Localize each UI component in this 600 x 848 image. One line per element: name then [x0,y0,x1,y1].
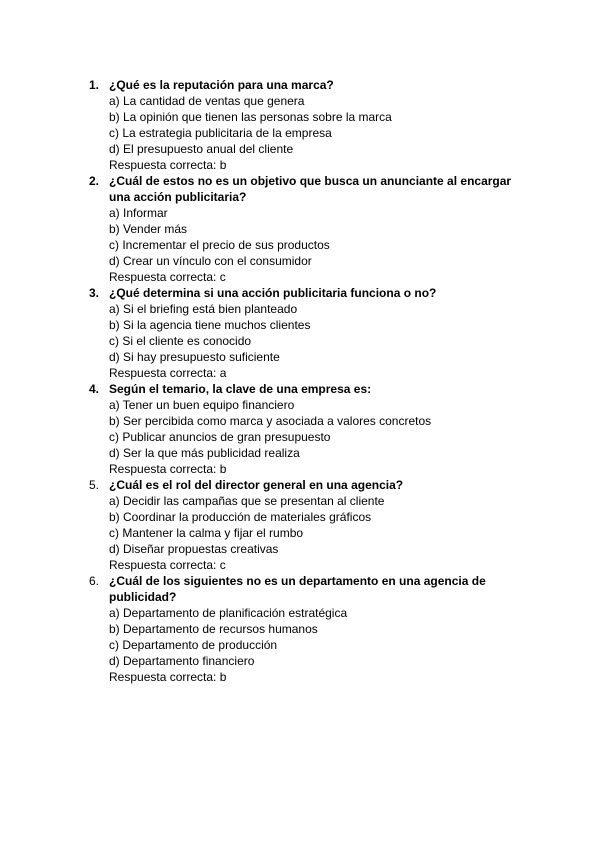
question-item [89,477,529,573]
option-b: b) Vender más [109,222,188,236]
question-header [89,77,529,93]
option-list [89,493,529,557]
question-text: Según el temario, la clave de una empresa es: [109,382,372,396]
option-b: b) La opinión que tienen las personas sobre la marca [109,110,392,124]
option-list [89,93,529,157]
correct-answer: Respuesta correcta: b [109,462,227,476]
question-text: ¿Cuál es el rol del director general en una agencia? [109,478,404,492]
option-a: a) Si el briefing está bien planteado [109,302,298,316]
option-b: b) Coordinar la producción de materiales gráficos [109,510,372,524]
question-text: ¿Qué es la reputación para una marca? [109,78,334,92]
correct-answer: Respuesta correcta: b [109,670,227,684]
question-number: 3. [89,286,100,300]
question-header [89,573,529,605]
question-item [89,77,529,173]
option-a: a) Informar [109,206,168,220]
option-b: b) Departamento de recursos humanos [109,622,318,636]
question-text: ¿Qué determina si una acción publicitaria funciona o no? [109,286,437,300]
option-d: d) Si hay presupuesto suficiente [109,350,280,364]
option-a: a) Departamento de planificación estratégica [109,606,348,620]
option-d: d) Ser la que más publicidad realiza [109,446,300,460]
question-number: 5. [89,478,100,492]
option-d: d) Diseñar propuestas creativas [109,542,279,556]
option-list [89,205,529,269]
question-list [89,77,529,685]
option-c: c) Publicar anuncios de gran presupuesto [109,430,331,444]
question-header [89,381,529,397]
option-d: d) El presupuesto anual del cliente [109,142,294,156]
question-item [89,173,529,285]
question-number: 1. [89,78,100,92]
correct-answer: Respuesta correcta: a [109,366,227,380]
option-b: b) Si la agencia tiene muchos clientes [109,318,311,332]
option-c: c) Si el cliente es conocido [109,334,252,348]
option-c: c) Mantener la calma y fijar el rumbo [109,526,304,540]
question-header [89,173,529,205]
option-d: d) Departamento financiero [109,654,255,668]
option-c: c) Incrementar el precio de sus productos [109,238,330,252]
question-number: 4. [89,382,100,396]
question-header [89,285,529,301]
option-list [89,397,529,461]
question-text: ¿Cuál de los siguientes no es un departamento en una agencia de publicidad? [109,574,486,604]
option-b: b) Ser percibida como marca y asociada a valores concretos [109,414,432,428]
option-a: a) Decidir las campañas que se presentan al cliente [109,494,385,508]
question-number: 6. [89,574,100,588]
question-item [89,381,529,477]
question-header [89,477,529,493]
option-list [89,605,529,669]
option-a: a) Tener un buen equipo financiero [109,398,295,412]
question-item [89,573,529,685]
option-d: d) Crear un vínculo con el consumidor [109,254,312,268]
question-item [89,285,529,381]
option-c: c) Departamento de producción [109,638,278,652]
correct-answer: Respuesta correcta: b [109,158,227,172]
option-list [89,301,529,365]
question-text: ¿Cuál de estos no es un objetivo que busca un anunciante al encargar una acción publicitaria? [109,174,512,204]
question-number: 2. [89,174,100,188]
correct-answer: Respuesta correcta: c [109,558,226,572]
correct-answer: Respuesta correcta: c [109,270,226,284]
option-a: a) La cantidad de ventas que genera [109,94,305,108]
option-c: c) La estrategia publicitaria de la empresa [109,126,332,140]
